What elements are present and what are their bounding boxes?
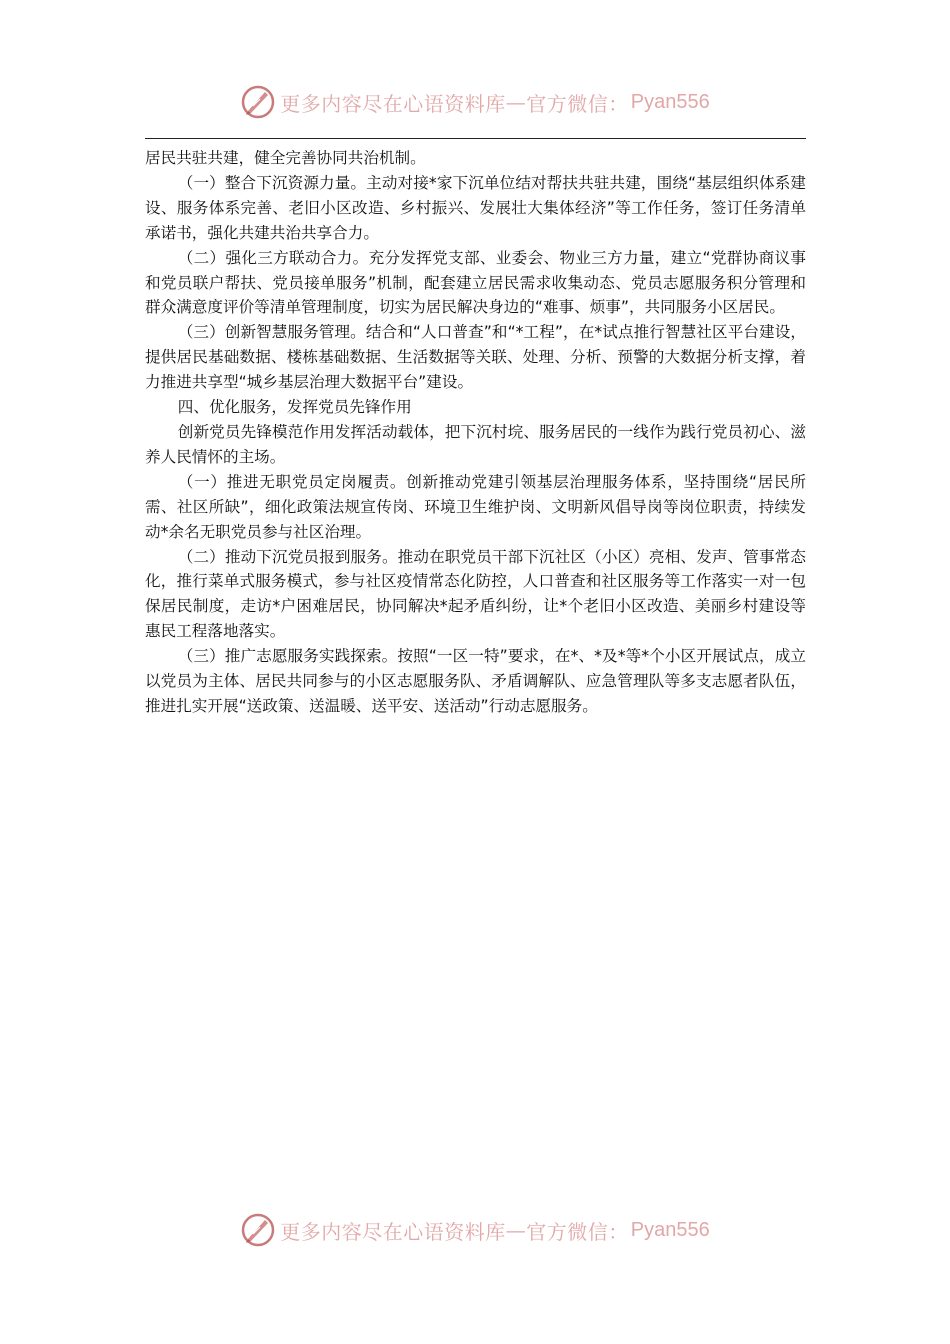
paragraph: （三）创新智慧服务管理。结合和“人口普查”和“*工程”，在*试点推行智慧社区平台建设，提供居民基础数据、楼栋基础数据、生活数据等关联、处理、分析、预警的大数据分析支撑，着力推进共享型“城乡基层治理大数据平台”建设。 (145, 323, 806, 392)
footer-wechat-label: 官方微信： (526, 1219, 629, 1244)
section-heading: 四、优化服务，发挥党员先锋作用 (177, 398, 412, 417)
paragraph: （二）强化三方联动合力。充分发挥党支部、业委会、物业三方力量，建立“党群协商议事和党员联户帮扶、党员接单服务”机制，配套建立居民需求收集动态、党员志愿服务积分管理和群众满意度评价等清单管理制度，切实为居民解决身边的“难事、烦事”，共同服务小区居民。 (145, 248, 806, 317)
header-wechat-id: Pyan556 (630, 90, 710, 113)
paragraph: （二）推动下沉党员报到服务。推动在职党员干部下沉社区（小区）亮相、发声、管事常态化，推行菜单式服务模式，参与社区疫情常态化防控，人口普查和社区服务等工作落实一对一包保居民制度，走访*户困难居民，协同解决*起矛盾纠纷，让*个老旧小区改造、美丽乡村建设等惠民工程落地落实。 (145, 547, 806, 641)
header-brand-text: 更多内容尽在心语资料库 (280, 91, 506, 116)
footer-watermark (0, 1210, 950, 1250)
quill-logo-icon (240, 84, 276, 120)
paragraph: （一）推进无职党员定岗履责。创新推动党建引领基层治理服务体系，坚持围绕“居民所需、社区所缺”，细化政策法规宣传岗、环境卫生维护岗、文明新风倡导岗等岗位职责，持续发动*余名无职党员参与社区治理。 (145, 472, 806, 541)
paragraph: （三）推广志愿服务实践探索。按照“一区一特”要求，在*、*及*等*个小区开展试点，成立以党员为主体、居民共同参与的小区志愿服务队、矛盾调解队、应急管理队等多支志愿者队伍，推进扎实开展“送政策、送温暖、送平安、送活动”行动志愿服务。 (145, 647, 806, 715)
header-divider (145, 138, 806, 139)
header-wechat-label: 官方微信： (526, 91, 629, 116)
header-dash: — (505, 90, 527, 114)
paragraph: 居民共驻共建，健全完善协同共治机制。 (145, 149, 426, 167)
paragraph: 创新党员先锋模范作用发挥活动载体，把下沉村垸、服务居民的一线作为践行党员初心、滋养人民情怀的主场。 (145, 422, 806, 466)
footer-wechat-id: Pyan556 (630, 1218, 710, 1241)
paragraph: （一）整合下沉资源力量。主动对接*家下沉单位结对帮扶共驻共建，围绕“基层组织体系建设、服务体系完善、老旧小区改造、乡村振兴、发展壮大集体经济”等工作任务，签订任务清单承诺书，强化共建共治共享合力。 (145, 173, 806, 242)
footer-brand-text: 更多内容尽在心语资料库 (280, 1219, 506, 1244)
document-body (145, 146, 806, 719)
header-watermark (0, 82, 950, 122)
footer-dash: — (505, 1218, 527, 1242)
quill-logo-icon (240, 1212, 276, 1248)
